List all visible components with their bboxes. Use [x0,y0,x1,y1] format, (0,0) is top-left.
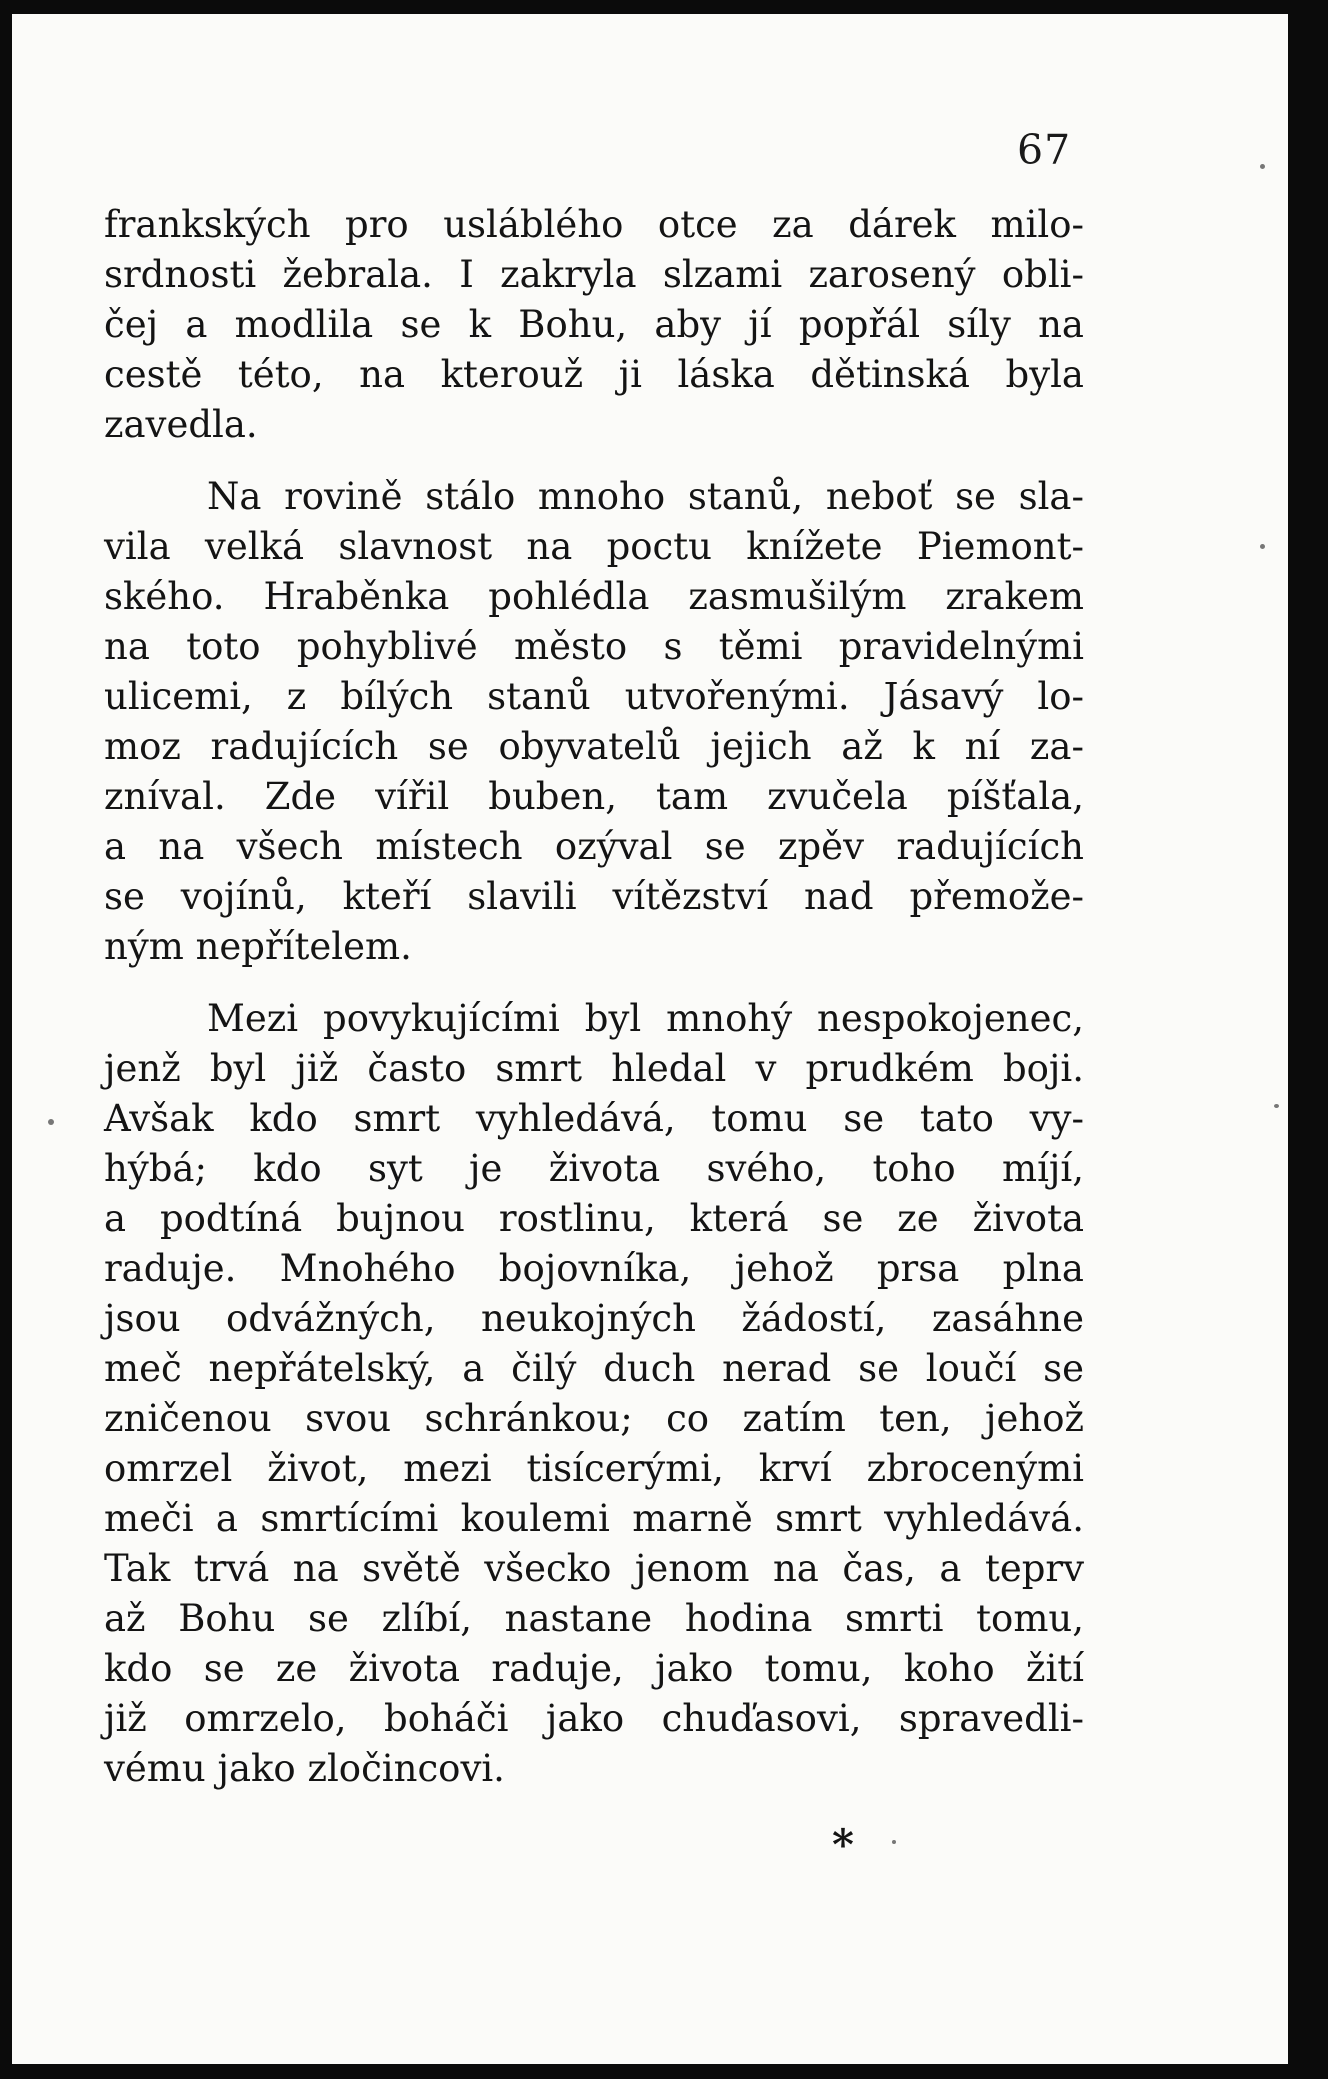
text-line: raduje. Mnohého bojovníka, jehož prsa plna [104,1247,1084,1290]
scan-speck [892,1840,896,1844]
text-line: čej a modlila se k Bohu, aby jí popřál síly na [104,303,1084,346]
scan-speck [1260,164,1265,169]
text-line: Na rovině stálo mnoho stanů, neboť se sla- [207,475,1084,518]
paragraph-gap [104,972,1084,994]
paragraph [104,200,1084,450]
book-page [12,14,1288,2064]
text-line: se vojínů, kteří slavili vítězství nad přemože- [104,875,1084,918]
text-line: ulicemi, z bílých stanů utvořenými. Jásavý lo- [104,675,1084,718]
text-line: zníval. Zde vířil buben, tam zvučela píšťala, [104,775,1084,818]
text-line: ným nepřítelem. [104,925,412,968]
text-line: Avšak kdo smrt vyhledává, tomu se tato vy- [104,1097,1084,1140]
text-line: vému jako zločincovi. [104,1747,505,1790]
text-line: zničenou svou schránkou; co zatím ten, jehož [104,1397,1084,1440]
text-line: srdnosti žebrala. I zakryla slzami zarosený obli- [104,253,1084,296]
text-line: až Bohu se zlíbí, nastane hodina smrti tomu, [104,1597,1084,1640]
scan-border [1288,0,1328,2079]
scan-speck [48,1119,54,1125]
paragraph-gap [104,450,1084,472]
text-line: cestě této, na kterouž ji láska dětinská byla [104,353,1084,396]
text-line: hýbá; kdo syt je života svého, toho míjí, [104,1147,1084,1190]
scan-speck [1274,1104,1279,1108]
paragraph [104,994,1084,1794]
text-line: již omrzelo, boháči jako chuďasovi, spravedli- [104,1697,1084,1740]
text-line: jenž byl již často smrt hledal v prudkém boji. [104,1047,1084,1090]
body-text [104,200,1084,1794]
page-number: 67 [1017,126,1072,174]
text-line: moz radujících se obyvatelů jejich až k ní za- [104,725,1084,768]
text-line: meči a smrtícími koulemi marně smrt vyhledává. [104,1497,1084,1540]
text-line: meč nepřátelský, a čilý duch nerad se loučí se [104,1347,1084,1390]
text-line: vila velká slavnost na poctu knížete Piemont- [104,525,1084,568]
text-line: kdo se ze života raduje, jako tomu, koho žití [104,1647,1084,1690]
text-line: ského. Hraběnka pohlédla zasmušilým zrakem [104,575,1084,618]
text-line: a na všech místech ozýval se zpěv radujících [104,825,1084,868]
paragraph [104,472,1084,972]
text-line: Mezi povykujícími byl mnohý nespokojenec, [207,997,1084,1040]
text-line: Tak trvá na světě všecko jenom na čas, a teprv [104,1547,1084,1590]
section-asterisk: * [832,1820,854,1869]
scan-speck [1260,544,1265,549]
text-line: na toto pohyblivé město s těmi pravidelnými [104,625,1084,668]
text-line: frankských pro usláblého otce za dárek milo- [104,203,1084,246]
text-line: zavedla. [104,403,258,446]
text-line: a podtíná bujnou rostlinu, která se ze života [104,1197,1084,1240]
text-line: omrzel život, mezi tisícerými, krví zbrocenými [104,1447,1084,1490]
text-line: jsou odvážných, neukojných žádostí, zasáhne [104,1297,1084,1340]
